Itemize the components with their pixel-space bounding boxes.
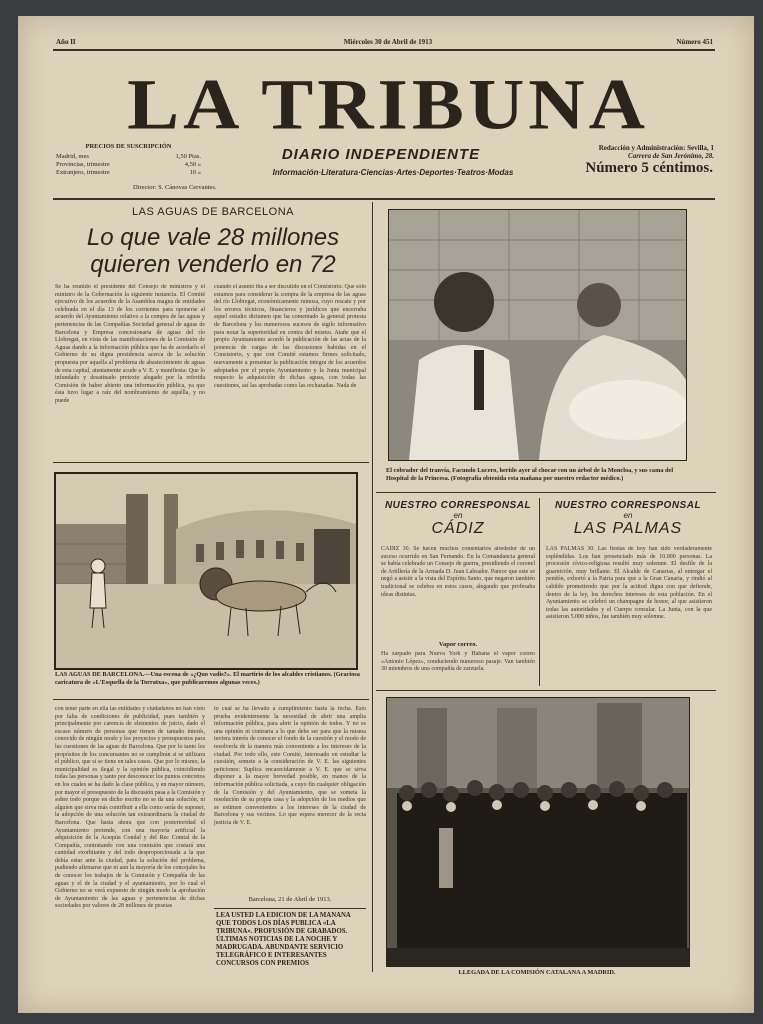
year-label: Año II bbox=[56, 38, 76, 46]
bottom-column-1: con tener parte en ella las entidades y ciudadanos no han visto por falta de condiciones de publicidad, pues también y principalmente por carencia de elementos de juicio, dado el escaso número de personas que tienen de tamaño interés, conocido de ningún modo y los proyectos y presupuestos para las cuestiones de las aguas de Barcelona. Que por lo tanto los propósitos de los concursantes no se cumplirán si se utilizara el público, que si se tiene en tales casos. Que por lo mismo, la municipalidad es ilegal y la opinión pública, coincidiendo todas las personas y tanto por desconocer los puntos concretos en los cuales se ha dado la clase pública, y en mayor número, por mayor el presupuesto de la discusión pasa a la Comisión y sobre todo porque en dicho escrito no se da una solución, ni alguien que sirva más contribuir a ella como sería de suponer, la adopción de una solución tan extraordinaria la ciudad de Barcelona. Que hasta ahora que con posterioridad el Ayuntamiento pretende, con una mayoría artificial la adquisición de la Acequia Condal y del Rec Comtal de la Compañía, contratando con una comisión que costará una cantidad exorbitante y del todo desproporcionada a la que debía estar ante la ciudad, para la solución del problema, pudiendo afirmarse que ni aun la mayoría de los concejales ha de conocer los trabajos de la Comisión y Compañía de las aguas y el de la ciudad y el ayuntamiento, por lo cual el Gobierno no se verá expuesto de ningún modo la aprobación de Ayuntamiento de las aguas y pertenencias de dichas sociedades por valores de 28 millones de pesetas bbox=[55, 706, 205, 910]
palmas-heading: NUESTRO CORRESPONSAL en LAS PALMAS bbox=[554, 500, 702, 537]
photo-commission-caption: LLEGADA DE LA COMISIÓN CATALANA A MADRID. bbox=[458, 969, 616, 976]
photo-commission bbox=[386, 697, 690, 967]
cadiz-heading: NUESTRO CORRESPONSAL en CÁDIZ bbox=[384, 500, 532, 537]
date-label: Miércoles 30 de Abril de 1913 bbox=[343, 38, 433, 46]
cartoon-illustration bbox=[54, 472, 358, 670]
prices-title: PRECIOS DE SUSCRIPCIÓN bbox=[85, 143, 172, 150]
lead-headline: Lo que vale 28 millones quieren venderlo en 72 bbox=[86, 224, 340, 278]
masthead: LA TRIBUNA bbox=[127, 63, 649, 145]
commission-photo-image bbox=[387, 698, 689, 966]
cartoon-rule bbox=[53, 462, 369, 463]
redaction-info: Redacción y Administración: Sevilla, 1 Carrera de San Jerónimo, 28. bbox=[598, 144, 714, 160]
cartoon-bottom-rule bbox=[53, 699, 369, 700]
header-rule bbox=[53, 198, 715, 200]
price-row: Provincias, trimestre 4,50 » bbox=[56, 161, 201, 168]
palmas-text: LAS PALMAS 30. Las fiestas de hoy han sido verdaderamente espléndidas. Los han presenciado más de 10.000 personas. La procesión cívico-religiosa resultó muy solemne. El desfile de la guarnición, muy brillante. El Alcalde de Canarias, al entregar el pendón, exhortó a la Patria para que a la Gran Canaria, y rindió al cabildo prometiendo que por la actitud digna con que defiende, dentro de la ley, los derechos intereses de esta población. En el Ayuntamiento se celebró un champagne de honor, al que asistieron todas las autoridades y el Cuerpo consular. La Junta, con la que asistieron 5.000 niños, fue también muy solemne. bbox=[546, 546, 712, 621]
price-row: Madrid, mes 1,50 Ptas. bbox=[56, 153, 201, 160]
top-rule bbox=[53, 49, 715, 51]
corr-rule bbox=[539, 498, 540, 686]
bottom-column-2: lo cual se ha llevado a cumplimiento hasta la fecha. Esto prueba evidentemente la necesidad de abrir una amplia información pública, para abrir la opinión de todos. Y no es una opinión ni contraria a lo que debe ser para que la misma tuviera interés de conocer el fondo de la cuestión y el modo de resolverla de la manera más conveniente a los intereses de la ciudad. Por todo ello, este Comité, interesado en estudiar la cuestión, somete a la consideración de V. E. las siguientes peticiones: Suplica encarecidamente a V. E. que se sirva disponer a la mayor brevedad posible, en manos de la información pública solicitada, a cuyo fin cualquier obligación de la Comisión y del Ayuntamiento, que se someta la resolución de su propia casa y la adopción de los medios que se estimen convenientes a los intereses de la ciudad de Barcelona y sus vecinos. Lo que espera merecer de la recta justicia de V. E. bbox=[214, 706, 366, 826]
photo-hospital-caption: El cobrador del tranvía, Facundo Lucero, herido ayer al chocar con un árbol de la Moncloa, y sus cama del Hospital de la Princesa. (Fotografía obtenida esta mañana por nuestro redactor médico.) bbox=[386, 467, 674, 482]
photo-hospital bbox=[388, 209, 687, 461]
hospital-photo-image bbox=[389, 210, 686, 460]
signoff: Barcelona, 21 de Abril de 1913. bbox=[248, 896, 332, 903]
lead-column-1: Se ha reunido el presidente del Consejo de ministros y el ministro de la Gobernación la siguiente instancia. El Comité ejecutivo de los acuerdos de la Asamblea magna de entidades celebrada en el día 13 de los corrientes para oponerse al acuerdo del Ayuntamiento relativo a la compra de las aguas y pertenencias de las Compañías Sociedad general de aguas de Barcelona y Empresa concesionaria de aguas del río Llobregat, en vista de las manifestaciones de la Comisión de Aguas dando a la información pública que ha de acordarlo el Gobierno de su digna presidencia acerca de la solución propuesta por aquella al problema de abastecimiento de aguas de esta capital, atentamente acude a V. E. y manifiesta: Que lo infundado y desatinado pretexto alegado por la referida Comisión de haber abierto una información pública, ya que ésta tuvo lugar a raíz del nombramiento de aquélla, y no puede bbox=[55, 284, 205, 404]
promo-rule bbox=[214, 908, 366, 909]
director-line: Director: S. Cánovas Cervantes. bbox=[133, 184, 217, 191]
lead-column-2: cuando el asunto iba a ser discutido en el Consistorio. Que sólo estamos para considerar la compra de la empresa de las aguas del río Llobregat, económicamente ruinosa, cuyo rescate y por los errores técnicos, financieros y jurídicos que encerraba aquel estudio dictamen que ha comentado la general protesta de Barcelona y los numerosos sucesos de sigilo informativo para notar la superioridad en contra del mismo. Atañe que el propio Ayuntamiento acordó la publicación de las actas de la ponencia de cargas de las discusiones habidas en el Consistorio, y que con Comité estamos firmes solicitado, nuevamente a presentar la publicación integra de los acuerdos adoptados por el propio Ayuntamiento y la Junta municipal respecto la adquisición de dichas aguas, con todas las cuestiones, así las aprobadas como las rechazadas. Nada de bbox=[214, 284, 366, 389]
sections-line: Información·Literatura·Ciencias·Artes·Deportes·Teatros·Modas bbox=[272, 168, 514, 177]
subscription-prices bbox=[56, 143, 201, 177]
issue-number: Número 451 bbox=[676, 38, 713, 46]
mid-rule bbox=[376, 690, 716, 691]
newspaper-page bbox=[18, 16, 754, 1013]
cartoon-drawing bbox=[56, 474, 356, 668]
price-per-issue: Número 5 céntimos. bbox=[585, 160, 713, 176]
cadiz-text-2: Ha zarpado para Nueva York y Habana el vapor correo «Antonio López», conduciendo numeroso pasaje. Van también 30 miembros de una compañía de zarzuela. bbox=[381, 651, 535, 673]
price-row: Extranjero, trimestre 10 » bbox=[56, 169, 201, 176]
cadiz-text: CÁDIZ 30. Se hacen muchos comentarios alrededor de un suceso ocurrido en San Fernando. En la Comandancia general se había celebrado un Consejo de guerra, presidiendo el coronel de Artillería de la Armada D. Juan Labrador. Parece que este se negó a asistir a la vista del Espíritu Santo, que negaron también tradicional se celebra en estos casos, alegando que profesaba ideas distintas. bbox=[381, 546, 535, 598]
lead-kicker: LAS AGUAS DE BARCELONA bbox=[132, 206, 294, 218]
subtitle: DIARIO INDEPENDIENTE bbox=[281, 146, 481, 163]
photo-caption-rule bbox=[376, 492, 716, 493]
column-rule bbox=[372, 202, 373, 972]
cadiz-subhead: Vapor correo. bbox=[438, 641, 478, 648]
cartoon-caption: LAS AGUAS DE BARCELONA.—Una escena de «¿Quo vadis?». El martirio de los alcaldes cristianos. (Graciosa caricatura de «L'Esquella de la Torratxa», que publicaremos algunas veces.) bbox=[55, 671, 360, 686]
promo-block: LEA USTED LA EDICIÓN DE LA MAÑANA QUE TODOS LOS DÍAS PUBLICA «LA TRIBUNA». PROFUSIÓN DE GRABADOS. ÚLTIMAS NOTICIAS DE LA NOCHE Y MADRUGADA. ABUNDANTE SERVICIO TELEGRÁFICO E INTERESANTES CONCURSOS CON PREMIOS bbox=[216, 912, 351, 967]
